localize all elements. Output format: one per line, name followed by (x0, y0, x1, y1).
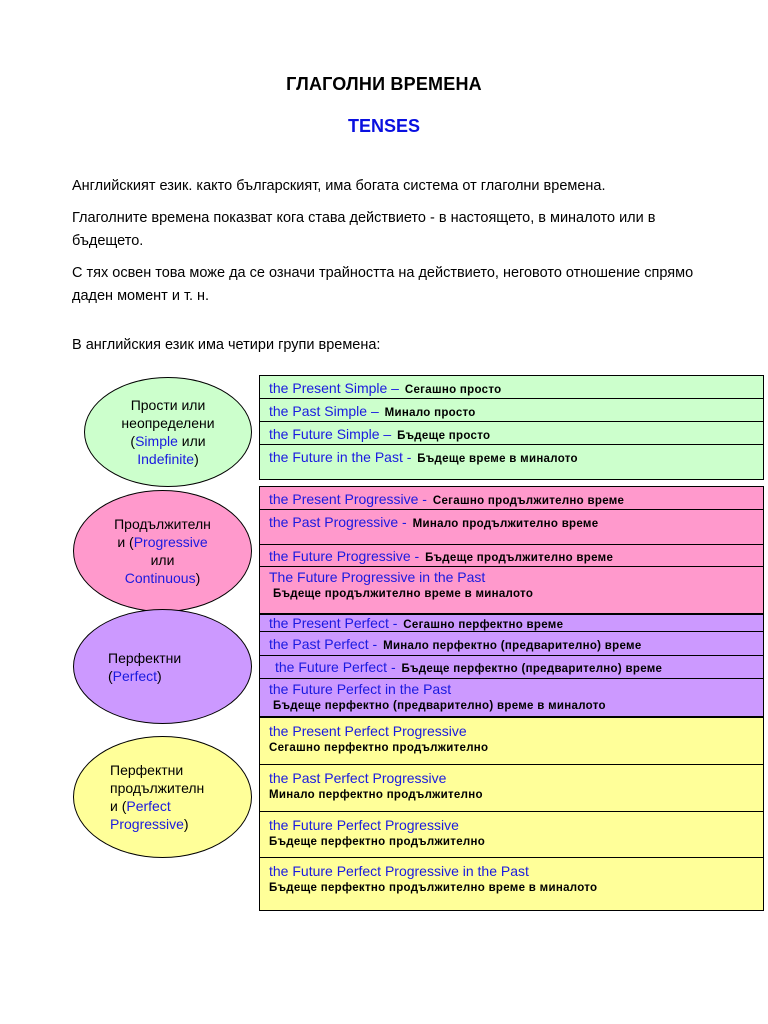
group-progressive-label: Продължителн и (Progressive или Continuous) (114, 516, 211, 586)
tense-row: the Present Perfect Progressive Сегашно перфектно продължително (260, 718, 763, 765)
group-perfect-label: Перфектни (Perfect) (108, 649, 182, 684)
page-subtitle: TENSES (347, 116, 421, 136)
paragraph: Английският език. както българският, има богата система от глаголни времена. (72, 178, 606, 194)
paragraph: С тях освен това може да се означи трайността на действието, неговото отношение спрямо даден момент и т. н. (72, 265, 694, 304)
tense-row: the Future Perfect in the Past Бъдеще перфектно (предварително) време в миналото (269, 681, 606, 712)
group-perfect-progressive-label: Перфектни продължителн и (Perfect Progressive) (110, 762, 205, 832)
tense-row: the Past Progressive - Минало продължително време (260, 510, 763, 545)
group-perfect-table (259, 614, 764, 717)
paragraph: Глаголните времена показват кога става действието - в настоящето, в миналото или в бъдещето. (72, 210, 656, 249)
tense-row: the Present Simple – Сегашно просто (260, 376, 763, 399)
group-perfect-ellipse (73, 609, 252, 724)
tense-row: the Present Perfect - Сегашно перфектно време (260, 615, 763, 632)
tense-row: the Past Perfect Progressive Минало перфектно продължително (260, 765, 763, 812)
tense-row: the Future Progressive - Бъдеще продължително време (260, 545, 763, 567)
group-simple-table (259, 375, 764, 480)
tense-row: the Future in the Past - Бъдеще време в миналото (269, 449, 578, 465)
group-perfect-progressive-ellipse (73, 736, 252, 858)
group-perfect-progressive-table (259, 717, 764, 911)
tense-row: the Future Perfect Progressive Бъдеще перфектно продължително (260, 812, 763, 858)
group-simple-ellipse (84, 377, 252, 487)
group-progressive-table (259, 486, 764, 614)
tense-row: the Past Perfect - Минало перфектно (предварително) време (260, 632, 763, 656)
tense-row: the Future Perfect - Бъдеще перфектно (предварително) време (260, 656, 763, 679)
group-simple-label: Прости или неопределени (Simple или Indefinite) (121, 397, 215, 467)
tense-row: the Future Perfect Progressive in the Past Бъдеще перфектно продължително време в миналото (269, 863, 598, 894)
page-title: ГЛАГОЛНИ ВРЕМЕНА (286, 74, 482, 94)
tense-row: the Future Simple – Бъдеще просто (260, 422, 763, 445)
paragraph: В английския език има четири групи времена: (72, 337, 381, 353)
group-progressive-ellipse (73, 490, 252, 612)
tense-row: the Past Simple – Минало просто (260, 399, 763, 422)
tense-row: The Future Progressive in the Past Бъдеще продължително време в миналото (269, 569, 534, 600)
tense-row: the Present Progressive - Сегашно продължително време (260, 487, 763, 510)
